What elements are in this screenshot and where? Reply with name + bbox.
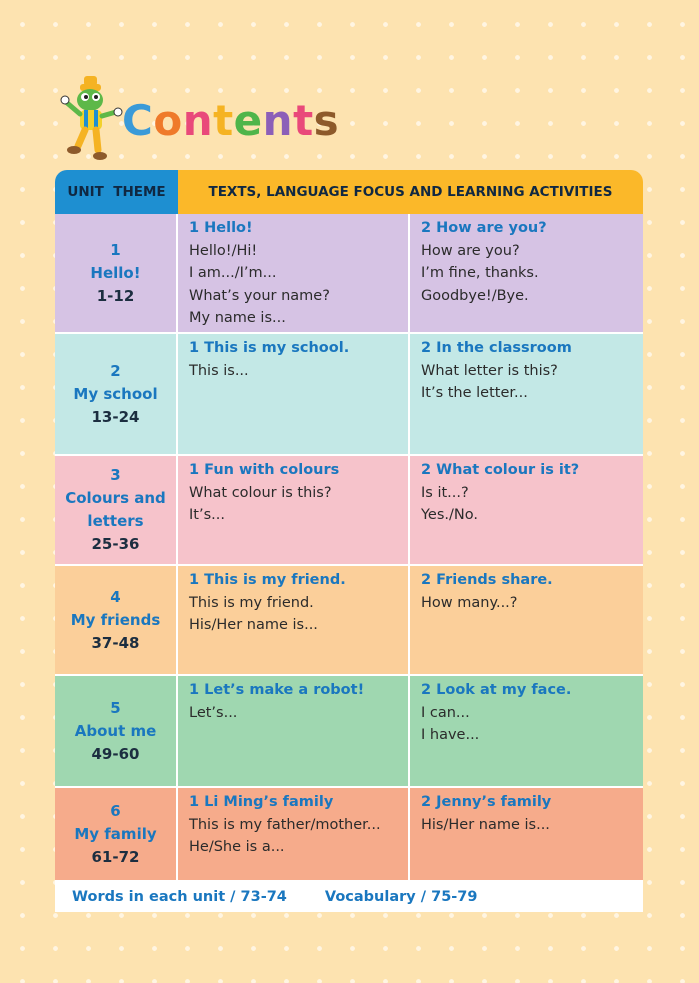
unit-name: My family: [74, 824, 157, 843]
table-header: [55, 170, 643, 214]
unit-name: My friends: [70, 610, 161, 629]
unit-cell: [55, 788, 178, 882]
title-letter: e: [233, 96, 263, 145]
lesson-cell: [410, 456, 643, 566]
lesson-cell: [178, 676, 410, 788]
lesson-line: Is it...?: [421, 484, 469, 501]
lesson-cell: [178, 566, 410, 676]
title-letter: t: [293, 96, 314, 145]
lesson-line: What colour is this?: [189, 484, 332, 501]
lesson-line: His/Her name is...: [421, 816, 550, 833]
unit-cell: [55, 214, 178, 334]
lesson-title[interactable]: 1 This is my friend.: [189, 572, 346, 588]
title-letter: t: [213, 96, 234, 145]
footer-links: [55, 882, 643, 912]
lesson-line: Yes./No.: [421, 507, 478, 524]
unit-row: [55, 214, 643, 334]
lesson-title[interactable]: 2 Friends share.: [421, 572, 553, 588]
lesson-line: I have...: [421, 727, 480, 744]
unit-cell: [55, 676, 178, 788]
vocabulary-link[interactable]: Vocabulary / 75-79: [324, 889, 478, 905]
lesson-title[interactable]: 1 Let’s make a robot!: [189, 682, 365, 698]
lesson-line: Hello!/Hi!: [189, 242, 258, 259]
unit-number: 2: [110, 361, 121, 380]
lesson-cell: [410, 214, 643, 334]
lesson-line: My name is...: [189, 310, 286, 327]
title-letter: o: [153, 96, 183, 145]
lesson-line: He/She is a...: [189, 839, 285, 856]
lesson-cell: [178, 334, 410, 456]
mascot-illustration: [58, 72, 124, 164]
unit-name: Hello!: [90, 263, 141, 282]
unit-row: [55, 676, 643, 788]
lesson-line: What letter is this?: [421, 362, 558, 379]
contents-title: [122, 96, 340, 145]
lesson-title[interactable]: 2 How are you?: [421, 220, 547, 236]
title-letter: n: [182, 96, 214, 145]
lesson-line: I’m fine, thanks.: [421, 265, 539, 282]
lesson-cell: [410, 566, 643, 676]
lesson-line: How are you?: [421, 242, 520, 259]
lesson-cell: [410, 788, 643, 882]
unit-number: 3: [110, 466, 121, 484]
unit-number: 1: [110, 240, 121, 259]
lesson-line: I can...: [421, 704, 470, 721]
lesson-title[interactable]: 1 Hello!: [189, 220, 253, 236]
contents-table: [55, 170, 643, 866]
lesson-line: His/Her name is...: [189, 617, 318, 634]
unit-pages: 61-72: [91, 847, 140, 866]
title-letter: s: [313, 96, 340, 145]
unit-pages: 13-24: [91, 407, 140, 426]
title-letter: n: [262, 96, 294, 145]
lesson-line: This is my father/mother...: [189, 816, 381, 833]
lesson-title[interactable]: 1 Li Ming’s family: [189, 794, 334, 810]
unit-name: About me: [74, 721, 157, 740]
lesson-cell: [178, 456, 410, 566]
unit-row: [55, 334, 643, 456]
lesson-line: This is...: [189, 362, 249, 379]
unit-cell: [55, 566, 178, 676]
unit-cell: [55, 334, 178, 456]
title-letter: C: [122, 96, 154, 145]
unit-number: 6: [110, 801, 121, 820]
lesson-cell: [178, 214, 410, 334]
lesson-title[interactable]: 1 This is my school.: [189, 340, 350, 356]
unit-row: [55, 566, 643, 676]
lesson-cell: [178, 788, 410, 882]
lesson-line: How many...?: [421, 594, 518, 611]
unit-pages: 1-12: [96, 286, 135, 305]
texts-header: TEXTS, LANGUAGE FOCUS AND LEARNING ACTIVITIES: [178, 170, 643, 214]
lesson-title[interactable]: 2 Look at my face.: [421, 682, 572, 698]
unit-cell: [55, 456, 178, 566]
unit-name: My school: [73, 384, 158, 403]
lesson-cell: [410, 334, 643, 456]
unit-theme-header: UNIT THEME: [55, 170, 178, 214]
words-link[interactable]: Words in each unit / 73-74: [72, 889, 287, 905]
lesson-title[interactable]: 2 Jenny’s family: [421, 794, 552, 810]
lesson-line: This is my friend.: [189, 594, 314, 611]
lesson-title[interactable]: 2 What colour is it?: [421, 462, 580, 478]
lesson-line: It’s the letter...: [421, 385, 528, 402]
unit-pages: 49-60: [91, 744, 140, 763]
lesson-line: Let’s...: [189, 704, 238, 721]
unit-number: 5: [110, 698, 121, 717]
lesson-line: What’s your name?: [189, 287, 330, 304]
unit-row: [55, 456, 643, 566]
lesson-cell: [410, 676, 643, 788]
lesson-line: It’s...: [189, 507, 225, 524]
lesson-title[interactable]: 1 Fun with colours: [189, 462, 340, 478]
lesson-line: Goodbye!/Bye.: [421, 287, 529, 304]
lesson-title[interactable]: 2 In the classroom: [421, 340, 572, 356]
unit-row: [55, 788, 643, 882]
unit-pages: 25-36: [91, 535, 140, 553]
unit-name: Colours and letters: [65, 489, 166, 530]
unit-pages: 37-48: [91, 633, 140, 652]
unit-number: 4: [110, 587, 121, 606]
lesson-line: I am.../I’m...: [189, 265, 277, 282]
